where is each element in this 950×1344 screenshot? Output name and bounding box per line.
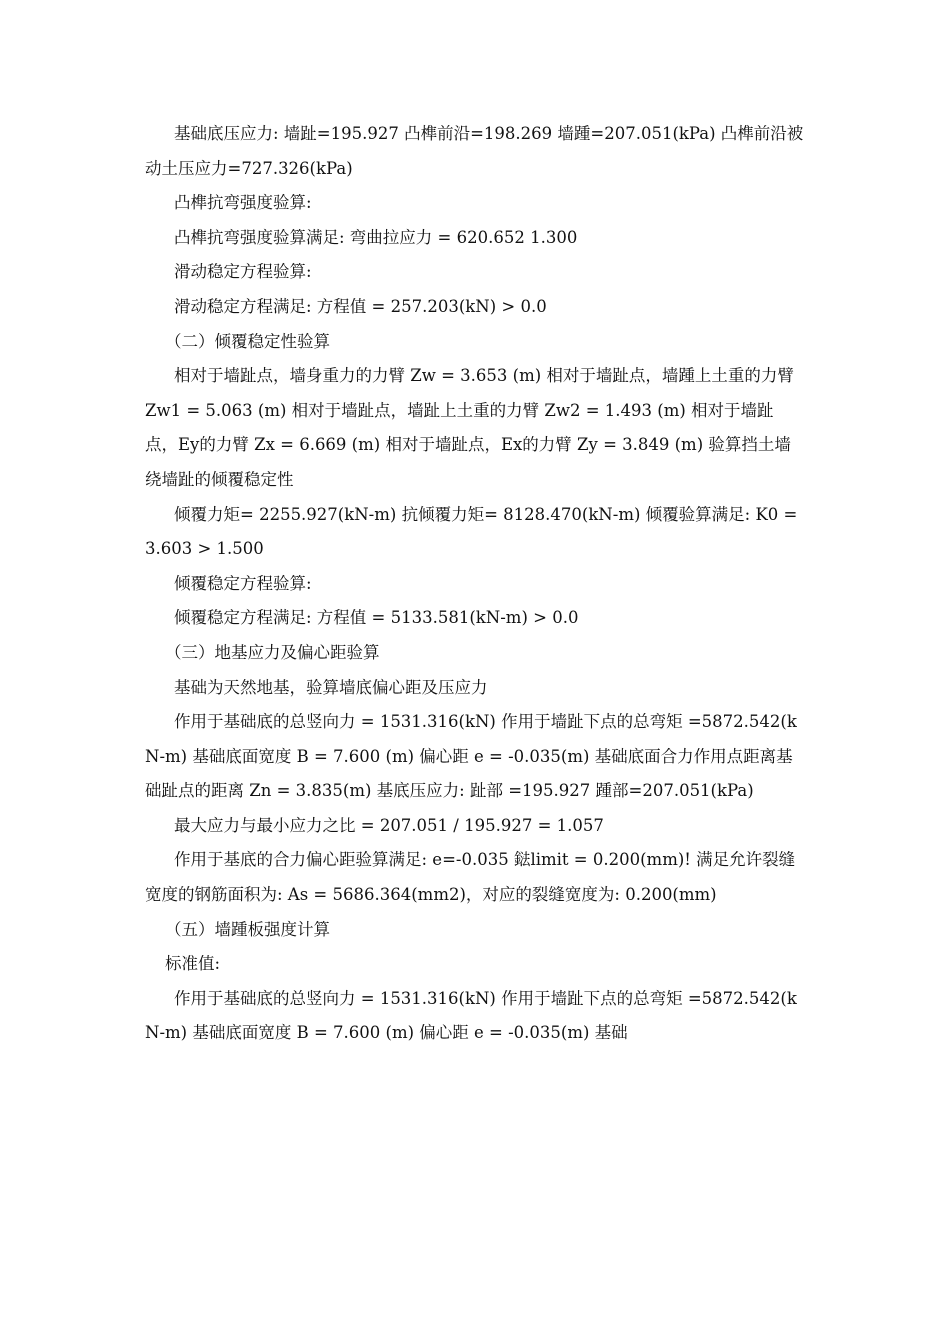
section-heading: （二）倾覆稳定性验算 [165, 331, 330, 351]
paragraph: 倾覆稳定方程满足: 方程值 = 5133.581(kN-m) > 0.0 [174, 608, 579, 628]
paragraph: 基础底压应力: 墙趾=195.927 凸榫前沿=198.269 墙踵=207.051(kPa) 凸榫前沿被动土压应力=727.326(kPa) [145, 124, 804, 178]
paragraph: 倾覆力矩= 2255.927(kN-m) 抗倾覆力矩= 8128.470(kN-m) 倾覆验算满足: K0 = 3.603 > 1.500 [145, 504, 798, 559]
paragraph: 作用于基础底的总竖向力 = 1531.316(kN) 作用于墙趾下点的总弯矩 =5872.542(kN-m) 基础底面宽度 B = 7.600 (m) 偏心距 e = -0.035(m) 基础 [145, 988, 797, 1043]
section-heading: （三）地基应力及偏心距验算 [165, 642, 380, 662]
paragraph: 滑动稳定方程验算: [174, 262, 312, 282]
paragraph-label: 标准值: [165, 954, 221, 974]
paragraph: 倾覆稳定方程验算: [174, 573, 312, 593]
document-body [145, 117, 805, 1051]
paragraph: 凸榫抗弯强度验算满足: 弯曲拉应力 = 620.652 1.300 [174, 227, 578, 247]
paragraph: 作用于基础底的总竖向力 = 1531.316(kN) 作用于墙趾下点的总弯矩 =5872.542(kN-m) 基础底面宽度 B = 7.600 (m) 偏心距 e = -0.035(m) 基础底面合力作用点距离基础趾点的距离 Zn = 3.835(m) 基底压应力: 趾部 =195.927 踵部=207.051(kPa) [145, 712, 797, 801]
paragraph: 最大应力与最小应力之比 = 207.051 / 195.927 = 1.057 [174, 815, 604, 835]
paragraph: 作用于基底的合力偏心距验算满足: e=-0.035 鍅limit = 0.200(mm)! 满足允许裂缝宽度的钢筋面积为: As = 5686.364(mm2)，对应的裂缝宽度为: 0.200(mm) [145, 850, 796, 905]
paragraph: 基础为天然地基，验算墙底偏心距及压应力 [174, 677, 488, 697]
paragraph: 滑动稳定方程满足: 方程值 = 257.203(kN) > 0.0 [174, 296, 547, 316]
paragraph: 凸榫抗弯强度验算: [174, 193, 312, 213]
paragraph: 相对于墙趾点，墙身重力的力臂 Zw = 3.653 (m) 相对于墙趾点，墙踵上土重的力臂 Zw1 = 5.063 (m) 相对于墙趾点，墙趾上土重的力臂 Zw2 = 1.493 (m) 相对于墙趾点，Ey的力臂 Zx = 6.669 (m) 相对于墙趾点，Ex的力臂 Zy = 3.849 (m) 验算挡土墙绕墙趾的倾覆稳定性 [145, 366, 794, 489]
section-heading: （五）墙踵板强度计算 [165, 919, 330, 939]
